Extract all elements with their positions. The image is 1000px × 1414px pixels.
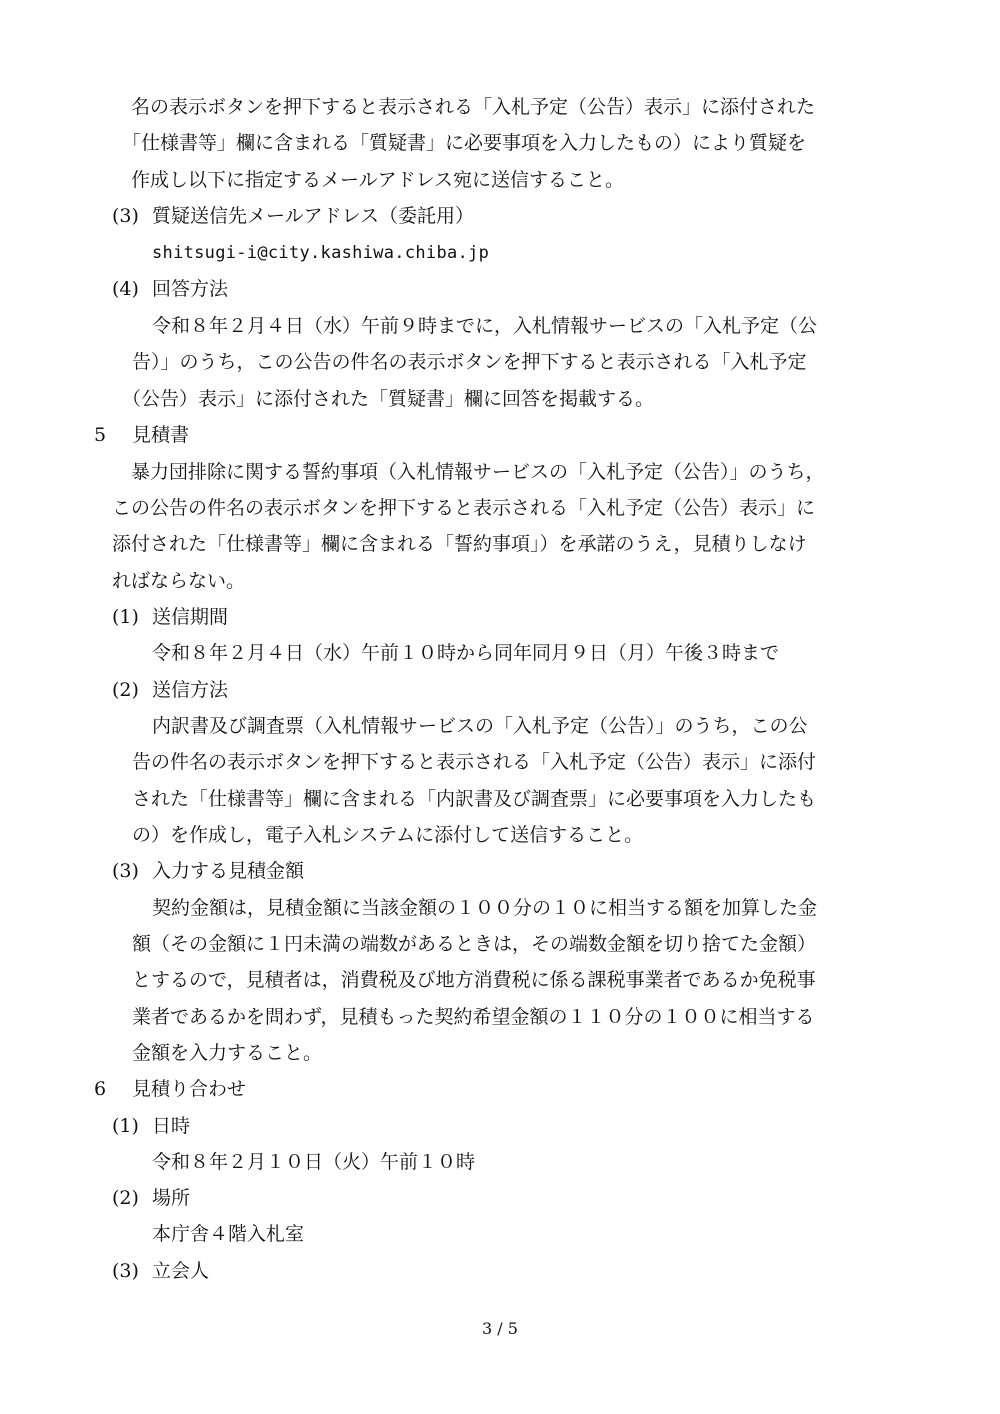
item-number: (3)	[112, 205, 139, 227]
paragraph-line: とするので，見積者は，消費税及び地方消費税に係る課税事業者であるか免税事	[132, 969, 816, 991]
item-title: 送信方法	[152, 679, 229, 701]
item-title: 回答方法	[152, 278, 229, 300]
item-heading	[112, 1114, 190, 1138]
paragraph-line: 業者であるかを問わず，見積もった契約希望金額の１１０分の１００に相当する	[132, 1006, 815, 1028]
item-heading	[112, 1259, 209, 1283]
item-title: 日時	[152, 1115, 191, 1137]
paragraph-line: 作成し以下に指定するメールアドレス宛に送信すること。	[131, 169, 625, 191]
paragraph-line: 契約金額は，見積金額に当該金額の１００分の１０に相当する額を加算した金	[152, 897, 818, 919]
section-title: 見積書	[132, 424, 190, 446]
item-heading	[112, 678, 228, 702]
item-number: (1)	[112, 606, 139, 628]
item-number: (3)	[112, 1260, 139, 1282]
paragraph-line: 令和８年２月４日（水）午前９時までに，入札情報サービスの「入札予定（公	[152, 315, 818, 337]
section-number: 5	[94, 424, 107, 446]
item-heading	[112, 605, 228, 629]
paragraph-line: の）を作成し，電子入札システムに添付して送信すること。	[132, 824, 644, 846]
paragraph-line: 暴力団排除に関する誓約事項（入札情報サービスの「入札予定（公告）」のうち，	[131, 461, 825, 483]
paragraph-line: 本庁舎４階入札室	[152, 1223, 305, 1245]
section-heading	[94, 1077, 246, 1101]
item-title: 立会人	[152, 1260, 210, 1282]
item-title: 質疑送信先メールアドレス（委託用）	[152, 205, 475, 227]
item-title: 送信期間	[152, 606, 229, 628]
item-heading	[112, 277, 228, 301]
email-address: shitsugi-i@city.kashiwa.chiba.jp	[152, 243, 490, 263]
item-number: (4)	[112, 278, 139, 300]
paragraph-line: 「仕様書等」欄に含まれる「質疑書」に必要事項を入力したもの）により質疑を	[122, 132, 807, 154]
item-number: (3)	[112, 860, 139, 882]
paragraph-line: された「仕様書等」欄に含まれる「内訳書及び調査票」に必要事項を入力したも	[132, 788, 817, 810]
item-title: 場所	[152, 1187, 191, 1209]
item-number: (2)	[112, 679, 139, 701]
paragraph-line: 名の表示ボタンを押下すると表示される「入札予定（公告）表示」に添付された	[131, 96, 816, 118]
section-title: 見積り合わせ	[132, 1078, 247, 1100]
section-heading	[94, 423, 189, 447]
paragraph-line: 令和８年２月４日（水）午前１０時から同年同月９日（月）午後３時まで	[152, 642, 780, 664]
item-heading	[112, 204, 474, 228]
section-number: 6	[94, 1078, 107, 1100]
paragraph-line: この公告の件名の表示ボタンを押下すると表示される「入札予定（公告）表示」に	[112, 497, 816, 519]
paragraph-line: 告）」のうち，この公告の件名の表示ボタンを押下すると表示される「入札予定	[132, 351, 807, 373]
item-title: 入力する見積金額	[152, 860, 305, 882]
item-number: (1)	[112, 1115, 139, 1137]
item-heading	[112, 859, 304, 883]
paragraph-line: 告の件名の表示ボタンを押下すると表示される「入札予定（公告）表示」に添付	[132, 751, 817, 773]
paragraph-line: 令和８年２月１０日（火）午前１０時	[152, 1151, 476, 1173]
paragraph-line: 内訳書及び調査票（入札情報サービスの「入札予定（公告）」のうち，この公	[152, 715, 808, 737]
paragraph-line: ればならない。	[112, 570, 246, 592]
paragraph-line: 額（その金額に１円未満の端数があるときは，その端数金額を切り捨てた金額）	[132, 933, 817, 955]
paragraph-line: 金額を入力すること。	[132, 1042, 323, 1064]
item-heading	[112, 1186, 190, 1210]
paragraph-line: 添付された「仕様書等」欄に含まれる「誓約事項」）を承諾のうえ，見積りしなけ	[112, 533, 807, 555]
paragraph-line: （公告）表示」に添付された「質疑書」欄に回答を掲載する。	[122, 388, 655, 410]
item-number: (2)	[112, 1187, 139, 1209]
page-number: 3 / 5	[482, 1319, 518, 1338]
